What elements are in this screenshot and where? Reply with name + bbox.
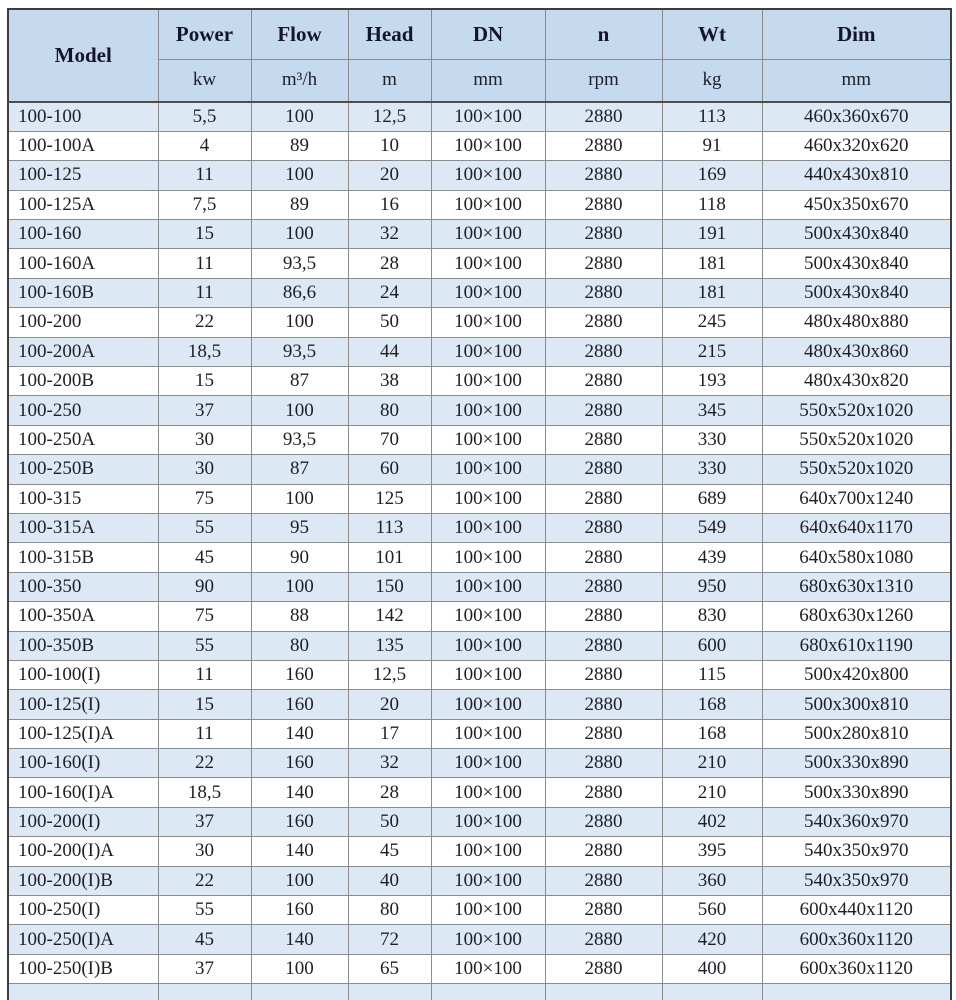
cell-power: 55	[158, 896, 251, 925]
cell-power: 11	[158, 249, 251, 278]
cell-flow: 95	[251, 513, 348, 542]
table-row	[8, 484, 951, 513]
column-header-n: n	[545, 9, 662, 59]
cell-model: 100-125(I)A	[8, 719, 158, 748]
cell-dim: 480x480x880	[762, 308, 951, 337]
cell-head: 70	[348, 425, 431, 454]
cell-dn: 100×100	[431, 455, 545, 484]
cell-n: 2880	[545, 396, 662, 425]
cell-model: 100-200(I)	[8, 807, 158, 836]
cell-power: 22	[158, 749, 251, 778]
cell-dim: 680x610x1190	[762, 631, 951, 660]
cell-flow: 140	[251, 719, 348, 748]
cell-n: 2880	[545, 367, 662, 396]
cell-n: 2880	[545, 278, 662, 307]
cell-power: 11	[158, 719, 251, 748]
table-row	[8, 543, 951, 572]
cell-dim: 540x350x970	[762, 837, 951, 866]
cell-wt: 400	[662, 954, 762, 983]
header-label-row	[8, 9, 951, 59]
cell-model: 100-200	[8, 308, 158, 337]
cell-flow: 160	[251, 807, 348, 836]
column-header-power: Power	[158, 9, 251, 59]
cell-head: 135	[348, 631, 431, 660]
cell-dim: 440x430x810	[762, 161, 951, 190]
cell-wt: 245	[662, 308, 762, 337]
cell-wt: 181	[662, 278, 762, 307]
cell-power: 11	[158, 161, 251, 190]
cell-dim: 540x350x970	[762, 866, 951, 895]
partial-table-row	[8, 984, 951, 1000]
table-row	[8, 102, 951, 131]
cell-power: 55	[158, 631, 251, 660]
cell-dim: 480x430x820	[762, 367, 951, 396]
cell-wt: 191	[662, 220, 762, 249]
table-row	[8, 660, 951, 689]
cell-head: 65	[348, 954, 431, 983]
cell-flow: 93,5	[251, 337, 348, 366]
cell-dim: 540x360x970	[762, 807, 951, 836]
cell-dim: 600x360x1120	[762, 925, 951, 954]
cell-model: 100-200B	[8, 367, 158, 396]
table-row	[8, 925, 951, 954]
cell-model: 100-160(I)A	[8, 778, 158, 807]
cell-power: 7,5	[158, 190, 251, 219]
cell-power: 5,5	[158, 102, 251, 131]
cell-dim: 500x430x840	[762, 278, 951, 307]
cell-n: 2880	[545, 455, 662, 484]
table-row	[8, 837, 951, 866]
cell-dn: 100×100	[431, 660, 545, 689]
table-row	[8, 308, 951, 337]
column-unit-n: rpm	[545, 59, 662, 102]
cell-flow: 100	[251, 954, 348, 983]
cell-wt: 395	[662, 837, 762, 866]
cell-head: 142	[348, 602, 431, 631]
table-row	[8, 220, 951, 249]
table-row	[8, 190, 951, 219]
cell-flow: 140	[251, 837, 348, 866]
cell-n: 2880	[545, 602, 662, 631]
cell-head: 113	[348, 513, 431, 542]
table-header	[8, 9, 951, 102]
cell-head: 12,5	[348, 102, 431, 131]
cell-wt: 193	[662, 367, 762, 396]
cell-dn: 100×100	[431, 249, 545, 278]
cell-dim: 500x330x890	[762, 749, 951, 778]
cell-dim: 500x300x810	[762, 690, 951, 719]
cell-wt: 115	[662, 660, 762, 689]
cell-model: 100-250(I)A	[8, 925, 158, 954]
cell-dn: 100×100	[431, 102, 545, 131]
cell-head: 80	[348, 396, 431, 425]
cell-flow: 89	[251, 131, 348, 160]
cell-wt: 169	[662, 161, 762, 190]
cell-dim: 500x430x840	[762, 220, 951, 249]
cell-wt: 439	[662, 543, 762, 572]
cell-head: 40	[348, 866, 431, 895]
column-unit-dim: mm	[762, 59, 951, 102]
cell-model: 100-200A	[8, 337, 158, 366]
cell-n: 2880	[545, 660, 662, 689]
cell-head: 72	[348, 925, 431, 954]
cell-flow: 160	[251, 690, 348, 719]
cell-power: 45	[158, 925, 251, 954]
cell-wt: 330	[662, 425, 762, 454]
cell-power: 11	[158, 660, 251, 689]
table-row	[8, 896, 951, 925]
cell-power: 75	[158, 484, 251, 513]
cell-power: 55	[158, 513, 251, 542]
cell-head: 44	[348, 337, 431, 366]
cell-dim: 550x520x1020	[762, 425, 951, 454]
cell-dn: 100×100	[431, 719, 545, 748]
cell-power: 18,5	[158, 778, 251, 807]
cell-head: 101	[348, 543, 431, 572]
cell-empty	[8, 984, 158, 1000]
cell-power: 30	[158, 425, 251, 454]
cell-dim: 680x630x1260	[762, 602, 951, 631]
cell-head: 20	[348, 690, 431, 719]
cell-n: 2880	[545, 925, 662, 954]
cell-power: 11	[158, 278, 251, 307]
cell-dim: 500x420x800	[762, 660, 951, 689]
cell-wt: 91	[662, 131, 762, 160]
cell-wt: 420	[662, 925, 762, 954]
cell-n: 2880	[545, 249, 662, 278]
cell-flow: 87	[251, 367, 348, 396]
cell-n: 2880	[545, 425, 662, 454]
cell-model: 100-350A	[8, 602, 158, 631]
cell-n: 2880	[545, 572, 662, 601]
cell-wt: 181	[662, 249, 762, 278]
cell-n: 2880	[545, 631, 662, 660]
cell-dn: 100×100	[431, 631, 545, 660]
cell-flow: 86,6	[251, 278, 348, 307]
table-row	[8, 396, 951, 425]
cell-flow: 100	[251, 220, 348, 249]
table-row	[8, 602, 951, 631]
cell-flow: 100	[251, 308, 348, 337]
cell-flow: 160	[251, 749, 348, 778]
cell-model: 100-125A	[8, 190, 158, 219]
table-row	[8, 954, 951, 983]
column-header-wt: Wt	[662, 9, 762, 59]
cell-wt: 215	[662, 337, 762, 366]
cell-wt: 330	[662, 455, 762, 484]
cell-model: 100-100A	[8, 131, 158, 160]
cell-power: 18,5	[158, 337, 251, 366]
cell-dn: 100×100	[431, 925, 545, 954]
pump-spec-table	[7, 8, 952, 1000]
table-row	[8, 631, 951, 660]
cell-dim: 640x700x1240	[762, 484, 951, 513]
cell-wt: 168	[662, 719, 762, 748]
cell-dn: 100×100	[431, 484, 545, 513]
cell-n: 2880	[545, 837, 662, 866]
cell-n: 2880	[545, 954, 662, 983]
column-unit-head: m	[348, 59, 431, 102]
cell-dn: 100×100	[431, 367, 545, 396]
spec-table-container	[7, 8, 953, 1000]
cell-dn: 100×100	[431, 220, 545, 249]
cell-dim: 460x320x620	[762, 131, 951, 160]
cell-model: 100-125	[8, 161, 158, 190]
table-row	[8, 807, 951, 836]
cell-dn: 100×100	[431, 690, 545, 719]
cell-flow: 100	[251, 161, 348, 190]
cell-dim: 450x350x670	[762, 190, 951, 219]
cell-model: 100-160A	[8, 249, 158, 278]
cell-dn: 100×100	[431, 308, 545, 337]
cell-n: 2880	[545, 543, 662, 572]
cell-flow: 100	[251, 102, 348, 131]
cell-model: 100-200(I)A	[8, 837, 158, 866]
cell-wt: 210	[662, 749, 762, 778]
cell-model: 100-100(I)	[8, 660, 158, 689]
cell-flow: 140	[251, 925, 348, 954]
cell-dim: 680x630x1310	[762, 572, 951, 601]
cell-head: 80	[348, 896, 431, 925]
cell-head: 50	[348, 807, 431, 836]
cell-n: 2880	[545, 131, 662, 160]
cell-model: 100-160	[8, 220, 158, 249]
cell-head: 24	[348, 278, 431, 307]
cell-dn: 100×100	[431, 866, 545, 895]
table-row	[8, 367, 951, 396]
cell-power: 90	[158, 572, 251, 601]
cell-head: 32	[348, 749, 431, 778]
cell-power: 15	[158, 367, 251, 396]
cell-n: 2880	[545, 102, 662, 131]
cell-n: 2880	[545, 161, 662, 190]
cell-model: 100-250	[8, 396, 158, 425]
cell-flow: 89	[251, 190, 348, 219]
cell-n: 2880	[545, 719, 662, 748]
column-unit-power: kw	[158, 59, 251, 102]
cell-dn: 100×100	[431, 396, 545, 425]
cell-wt: 402	[662, 807, 762, 836]
table-row	[8, 337, 951, 366]
cell-empty	[762, 984, 951, 1000]
cell-empty	[431, 984, 545, 1000]
cell-model: 100-315B	[8, 543, 158, 572]
cell-empty	[662, 984, 762, 1000]
cell-dim: 480x430x860	[762, 337, 951, 366]
cell-head: 38	[348, 367, 431, 396]
table-row	[8, 778, 951, 807]
cell-dim: 600x360x1120	[762, 954, 951, 983]
cell-flow: 90	[251, 543, 348, 572]
cell-n: 2880	[545, 220, 662, 249]
cell-head: 10	[348, 131, 431, 160]
cell-n: 2880	[545, 337, 662, 366]
cell-dn: 100×100	[431, 161, 545, 190]
table-row	[8, 719, 951, 748]
cell-n: 2880	[545, 190, 662, 219]
cell-dim: 460x360x670	[762, 102, 951, 131]
cell-power: 15	[158, 690, 251, 719]
cell-head: 20	[348, 161, 431, 190]
cell-wt: 830	[662, 602, 762, 631]
cell-n: 2880	[545, 807, 662, 836]
cell-head: 16	[348, 190, 431, 219]
table-row	[8, 690, 951, 719]
cell-power: 37	[158, 954, 251, 983]
cell-flow: 87	[251, 455, 348, 484]
cell-dn: 100×100	[431, 572, 545, 601]
cell-power: 4	[158, 131, 251, 160]
cell-empty	[158, 984, 251, 1000]
table-row	[8, 278, 951, 307]
cell-wt: 549	[662, 513, 762, 542]
cell-dn: 100×100	[431, 954, 545, 983]
cell-wt: 689	[662, 484, 762, 513]
column-unit-flow: m³/h	[251, 59, 348, 102]
cell-head: 12,5	[348, 660, 431, 689]
cell-wt: 168	[662, 690, 762, 719]
column-header-flow: Flow	[251, 9, 348, 59]
cell-dn: 100×100	[431, 749, 545, 778]
cell-dn: 100×100	[431, 778, 545, 807]
cell-n: 2880	[545, 866, 662, 895]
cell-flow: 160	[251, 660, 348, 689]
cell-wt: 210	[662, 778, 762, 807]
cell-model: 100-315A	[8, 513, 158, 542]
cell-dim: 550x520x1020	[762, 455, 951, 484]
cell-dn: 100×100	[431, 837, 545, 866]
cell-model: 100-200(I)B	[8, 866, 158, 895]
cell-n: 2880	[545, 896, 662, 925]
cell-model: 100-350	[8, 572, 158, 601]
cell-wt: 345	[662, 396, 762, 425]
cell-head: 32	[348, 220, 431, 249]
cell-flow: 100	[251, 396, 348, 425]
cell-head: 28	[348, 249, 431, 278]
cell-wt: 360	[662, 866, 762, 895]
cell-wt: 113	[662, 102, 762, 131]
cell-power: 37	[158, 807, 251, 836]
cell-dn: 100×100	[431, 513, 545, 542]
cell-head: 125	[348, 484, 431, 513]
cell-dim: 550x520x1020	[762, 396, 951, 425]
cell-n: 2880	[545, 484, 662, 513]
table-row	[8, 749, 951, 778]
table-row	[8, 249, 951, 278]
cell-flow: 88	[251, 602, 348, 631]
cell-dn: 100×100	[431, 807, 545, 836]
cell-head: 60	[348, 455, 431, 484]
cell-dim: 640x640x1170	[762, 513, 951, 542]
cell-model: 100-100	[8, 102, 158, 131]
cell-flow: 100	[251, 866, 348, 895]
cell-dn: 100×100	[431, 337, 545, 366]
cell-n: 2880	[545, 513, 662, 542]
cell-empty	[348, 984, 431, 1000]
cell-flow: 93,5	[251, 425, 348, 454]
cell-power: 30	[158, 837, 251, 866]
column-header-model: Model	[8, 9, 158, 102]
cell-dn: 100×100	[431, 543, 545, 572]
cell-dn: 100×100	[431, 896, 545, 925]
table-row	[8, 425, 951, 454]
cell-model: 100-125(I)	[8, 690, 158, 719]
cell-dim: 500x330x890	[762, 778, 951, 807]
cell-model: 100-160B	[8, 278, 158, 307]
cell-model: 100-250B	[8, 455, 158, 484]
cell-flow: 100	[251, 572, 348, 601]
cell-dim: 640x580x1080	[762, 543, 951, 572]
cell-dn: 100×100	[431, 190, 545, 219]
cell-dn: 100×100	[431, 425, 545, 454]
cell-dim: 500x280x810	[762, 719, 951, 748]
cell-model: 100-250(I)	[8, 896, 158, 925]
cell-wt: 950	[662, 572, 762, 601]
cell-dn: 100×100	[431, 131, 545, 160]
cell-head: 150	[348, 572, 431, 601]
cell-model: 100-315	[8, 484, 158, 513]
cell-n: 2880	[545, 308, 662, 337]
cell-dim: 500x430x840	[762, 249, 951, 278]
cell-empty	[251, 984, 348, 1000]
cell-flow: 80	[251, 631, 348, 660]
cell-dn: 100×100	[431, 278, 545, 307]
cell-model: 100-250(I)B	[8, 954, 158, 983]
cell-n: 2880	[545, 749, 662, 778]
table-row	[8, 513, 951, 542]
cell-dim: 600x440x1120	[762, 896, 951, 925]
cell-flow: 100	[251, 484, 348, 513]
cell-head: 28	[348, 778, 431, 807]
table-row	[8, 572, 951, 601]
cell-power: 22	[158, 308, 251, 337]
cell-head: 45	[348, 837, 431, 866]
cell-power: 37	[158, 396, 251, 425]
cell-model: 100-160(I)	[8, 749, 158, 778]
cell-n: 2880	[545, 690, 662, 719]
column-header-dim: Dim	[762, 9, 951, 59]
cell-wt: 560	[662, 896, 762, 925]
column-header-dn: DN	[431, 9, 545, 59]
cell-power: 15	[158, 220, 251, 249]
cell-power: 45	[158, 543, 251, 572]
table-body	[8, 102, 951, 1000]
cell-flow: 140	[251, 778, 348, 807]
cell-empty	[545, 984, 662, 1000]
table-row	[8, 866, 951, 895]
column-unit-dn: mm	[431, 59, 545, 102]
cell-power: 30	[158, 455, 251, 484]
cell-model: 100-350B	[8, 631, 158, 660]
table-row	[8, 455, 951, 484]
cell-head: 17	[348, 719, 431, 748]
cell-n: 2880	[545, 778, 662, 807]
cell-power: 22	[158, 866, 251, 895]
cell-flow: 93,5	[251, 249, 348, 278]
column-header-head: Head	[348, 9, 431, 59]
column-unit-wt: kg	[662, 59, 762, 102]
table-row	[8, 161, 951, 190]
cell-head: 50	[348, 308, 431, 337]
cell-flow: 160	[251, 896, 348, 925]
cell-model: 100-250A	[8, 425, 158, 454]
cell-wt: 118	[662, 190, 762, 219]
table-row	[8, 131, 951, 160]
cell-wt: 600	[662, 631, 762, 660]
cell-dn: 100×100	[431, 602, 545, 631]
cell-power: 75	[158, 602, 251, 631]
